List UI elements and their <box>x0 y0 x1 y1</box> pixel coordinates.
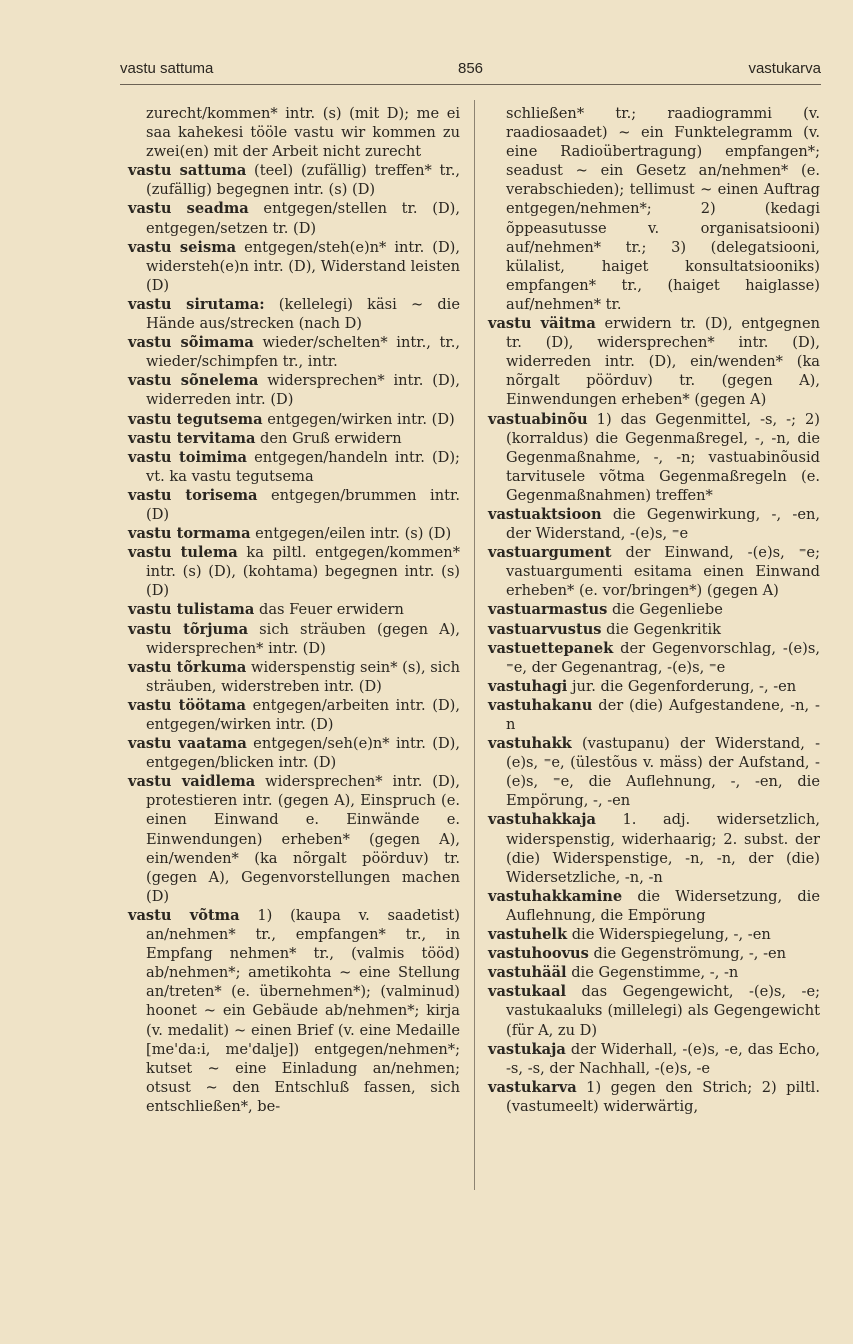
running-header <box>120 60 821 82</box>
entry-headword: vastu võtma <box>128 906 240 924</box>
entry-headword: vastu väitma <box>488 315 596 333</box>
dictionary-entry <box>128 734 460 772</box>
entry-headword: vastu tormama <box>128 525 251 543</box>
entry-definition: erwidern tr. (D), entgegnen tr. (D), widersprechen* intr. (D), widerreden intr. (D), ein/wenden* (ka nõrgalt pöörduv) tr. (gegen A), Einwendungen erheben* (gegen A) <box>506 315 820 409</box>
left-column <box>128 104 460 1116</box>
entry-definition: das Feuer erwidern <box>254 601 404 619</box>
entry-headword: vastuarmastus <box>488 601 608 619</box>
dictionary-entry <box>488 505 820 543</box>
entry-definition: entgegen/brummen intr. (D) <box>146 486 460 523</box>
dictionary-entry <box>128 410 460 429</box>
entry-headword: vastu tervitama <box>128 429 256 447</box>
dictionary-entry <box>488 944 820 963</box>
dictionary-entry <box>128 906 460 1116</box>
entry-headword: vastu seadma <box>128 200 249 218</box>
dictionary-entry <box>488 963 820 982</box>
entry-definition: die Gegenströmung, -, -en <box>588 945 787 963</box>
dictionary-entry <box>128 295 460 333</box>
entry-definition: widersprechen* intr. (D), widerreden intr. (D) <box>146 372 460 409</box>
entry-definition: 1) (kaupa v. saadetist) an/nehmen* tr., empfangen* tr., in Empfang nehmen* tr., (valmis tööd) ab/nehmen*; ametikohta ~ eine Stellung an/treten* (e. übernehmen*); (valminud) hoonet ~ ein Gebäude ab/nehmen*; kirja (v. medalit) ~ einen Brief (v. eine Medaille [me'da:i, me'dalje]) entgegen/nehmen*; kutset ~ eine Einladung an/nehmen; otsust ~ den Entschluß fassen, sich entschließen*, be- <box>146 906 460 1115</box>
entry-headword: vastuhoovus <box>488 945 589 963</box>
entry-headword: vastu tegutsema <box>128 410 263 428</box>
dictionary-entry <box>128 429 460 448</box>
entry-headword: vastuabinõu <box>488 410 588 428</box>
dictionary-entry <box>128 600 460 619</box>
dictionary-entry <box>128 696 460 734</box>
entry-definition: sich sträuben (gegen A), widersprechen* intr. (D) <box>146 620 460 657</box>
dictionary-entry <box>488 677 820 696</box>
dictionary-entry <box>488 600 820 619</box>
entry-headword: vastu seisma <box>128 238 237 256</box>
entry-definition: entgegen/arbeiten intr. (D), entgegen/wirken intr. (D) <box>146 696 460 733</box>
entry-definition: 1) gegen den Strich; 2) piltl. (vastumeelt) widerwärtig, <box>506 1078 820 1115</box>
dictionary-entry <box>488 410 820 505</box>
entry-definition: (kellelegi) käsi ~ die Hände aus/strecken (nach D) <box>146 295 460 333</box>
entry-headword: vastuhakkamine <box>488 887 623 905</box>
entry-headword: vastu sattuma <box>128 162 247 180</box>
entry-definition: jur. die Gegenforderung, -, -en <box>567 677 797 695</box>
page-number: 856 <box>457 60 484 77</box>
entry-definition: 1. adj. widersetzlich, widerspenstig, widerhaarig; 2. subst. der (die) Widerspenstige, -n, -n, der (die) Widersetzliche, -n, -n <box>506 811 820 886</box>
entry-headword: vastu vaatama <box>128 735 247 753</box>
entry-headword: vastuarvustus <box>488 620 602 638</box>
entry-headword: vastu vaidlema <box>128 773 256 791</box>
dictionary-entry <box>506 104 820 314</box>
dictionary-entry <box>488 925 820 944</box>
entry-headword: vastukaja <box>488 1040 566 1058</box>
dictionary-entry <box>128 371 460 409</box>
entry-headword: vastukarva <box>488 1078 577 1096</box>
entry-definition: ka piltl. entgegen/kommen* intr. (s) (D), (kohtama) begegnen intr. (s) (D) <box>146 544 460 600</box>
entry-definition: 1) das Gegenmittel, -s, -; 2) (korraldus) die Gegenmaßregel, -, -n, die Gegenmaßnahme, -, -n; vastuabinõusid tarvitusele võtma Gegenmaßregeln (e. Gegenmaßnahmen) treffen* <box>506 410 820 504</box>
entry-definition: die Gegenwirkung, -, -en, der Widerstand, -(e)s, ⁼e <box>506 505 820 543</box>
column-divider <box>474 100 475 1190</box>
entry-definition: der Widerhall, -(e)s, -e, das Echo, -s, -s, der Nachhall, -(e)s, -e <box>506 1040 820 1077</box>
entry-headword: vastu tulema <box>128 544 238 562</box>
entry-headword: vastu sõimama <box>128 334 254 352</box>
entry-definition: die Widerspiegelung, -, -en <box>567 926 771 944</box>
entry-headword: vastu torisema <box>128 486 258 504</box>
entry-definition: widerspenstig sein* (s), sich sträuben, widerstreben intr. (D) <box>146 658 461 695</box>
entry-definition: die Gegenliebe <box>607 601 723 619</box>
entry-headword: vastuhääl <box>488 964 567 982</box>
dictionary-entry <box>488 810 820 886</box>
entry-definition: entgegen/stellen tr. (D), entgegen/setzen tr. (D) <box>146 200 460 237</box>
entry-headword: vastuhakanu <box>488 696 593 714</box>
dictionary-entry <box>488 620 820 639</box>
entry-headword: vastuhakkaja <box>488 811 596 829</box>
entry-headword: vastukaal <box>488 983 567 1001</box>
entry-definition: der (die) Aufgestandene, -n, -n <box>506 696 820 733</box>
entry-headword: vastu tõrjuma <box>128 620 249 638</box>
dictionary-entry <box>128 486 460 524</box>
dictionary-entry <box>488 887 820 925</box>
entry-definition: entgegen/steh(e)n* intr. (D), widersteh(e)n intr. (D), Widerstand leisten (D) <box>146 238 460 294</box>
dictionary-entry <box>128 772 460 906</box>
header-right-guideword: vastukarva <box>748 60 821 77</box>
entry-definition: (vastupanu) der Widerstand, -(e)s, ⁼e, (ülestõus v. mäss) der Aufstand, -(e)s, ⁼e, die Auflehnung, -, -en, die Empörung, -, -en <box>506 735 820 810</box>
entry-definition: den Gruß erwidern <box>255 429 402 447</box>
entry-definition: die Gegenkritik <box>601 620 721 638</box>
entry-headword: vastu sirutama: <box>128 295 265 313</box>
entry-headword: vastuettepanek <box>488 639 614 657</box>
dictionary-entry <box>128 199 460 237</box>
dictionary-entry <box>488 1078 820 1116</box>
entry-headword: vastuaktsioon <box>488 505 602 523</box>
dictionary-entry <box>488 639 820 677</box>
entry-definition: zurecht/kommen* intr. (s) (mit D); me ei saa kahekesi tööle vastu wir kommen zu zwei(en) mit der Arbeit nicht zurecht <box>146 105 460 161</box>
entry-headword: vastu tõrkuma <box>128 658 247 676</box>
entry-headword: vastu toimima <box>128 448 247 466</box>
dictionary-entry <box>128 448 460 486</box>
dictionary-entry <box>128 658 461 696</box>
dictionary-entry <box>128 161 460 199</box>
dictionary-entry <box>128 333 460 371</box>
dictionary-entry <box>488 734 820 810</box>
header-rule <box>120 84 821 85</box>
entry-definition: widersprechen* intr. (D), protestieren intr. (gegen A), Einspruch (e. einen Einwand e. Einwände e. Einwendungen) erheben* (gegen A), ein/wenden* (ka nõrgalt pöörduv) tr. (gegen A), Gegenvorstellungen machen (D) <box>146 773 460 905</box>
dictionary-entry <box>146 104 460 161</box>
entry-definition: die Gegenstimme, -, -n <box>566 964 739 982</box>
entry-definition: entgegen/handeln intr. (D); vt. ka vastu tegutsema <box>146 448 460 485</box>
entry-definition: entgegen/eilen intr. (s) (D) <box>250 525 452 543</box>
entry-definition: die Widersetzung, die Auflehnung, die Empörung <box>506 887 820 924</box>
entry-definition: der Gegenvorschlag, -(e)s, ⁼e, der Gegenantrag, -(e)s, ⁼e <box>506 639 820 676</box>
dictionary-entry <box>488 1040 820 1078</box>
entry-definition: das Gegengewicht, -(e)s, -e; vastukaaluks (millelegi) als Gegengewicht (für A, zu D) <box>506 983 820 1039</box>
entry-headword: vastu töötama <box>128 696 246 714</box>
entry-headword: vastuhagi <box>488 677 568 695</box>
entry-definition: der Einwand, -(e)s, ⁼e; vastuargumenti esitama einen Einwand erheben* (e. vor/bringen*) (gegen A) <box>506 544 820 600</box>
entry-definition: wieder/schelten* intr., tr., wieder/schimpfen tr., intr. <box>146 334 460 371</box>
entry-headword: vastuhelk <box>488 926 568 944</box>
dictionary-entry <box>128 524 460 543</box>
entry-headword: vastuhakk <box>488 735 572 753</box>
entry-headword: vastu tulistama <box>128 601 255 619</box>
right-column <box>488 104 820 1116</box>
dictionary-entry <box>128 543 460 600</box>
entry-definition: entgegen/wirken intr. (D) <box>262 410 455 428</box>
entry-definition: (teel) (zufällig) treffen* tr., (zufällig) begegnen intr. (s) (D) <box>146 162 460 199</box>
entry-headword: vastuargument <box>488 544 612 562</box>
dictionary-entry <box>488 696 820 734</box>
entry-headword: vastu sõnelema <box>128 372 259 390</box>
header-left-guideword: vastu sattuma <box>120 60 214 77</box>
dictionary-entry <box>488 982 820 1039</box>
entry-definition: schließen* tr.; raadiogrammi (v. raadiosaadet) ~ ein Funktelegramm (v. eine Radioübertragung) empfangen*; seadust ~ ein Gesetz an/nehmen* (e. verabschieden); tellimust ~ einen Auftrag entgegen/nehmen*; 2) (kedagi õppeasutusse v. organisatsiooni) auf/nehmen* tr.; 3) (delegatsiooni, külalist, haiget konsultatsiooniks) empfangen* tr., (haiget haiglasse) auf/nehmen* tr. <box>506 105 820 313</box>
dictionary-entry <box>128 238 460 295</box>
dictionary-entry <box>488 543 820 600</box>
dictionary-entry <box>128 620 460 658</box>
entry-definition: entgegen/seh(e)n* intr. (D), entgegen/blicken intr. (D) <box>146 735 460 772</box>
dictionary-entry <box>488 314 820 409</box>
